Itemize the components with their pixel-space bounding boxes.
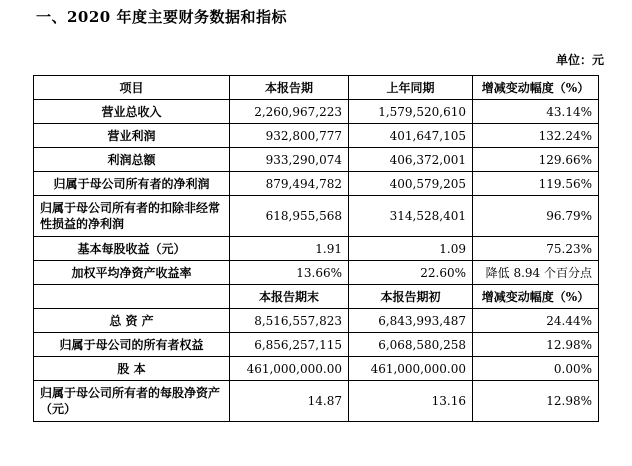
prior-value: 6,843,993,487 xyxy=(349,309,473,333)
row-label: 归属于母公司所有者的扣除非经常性损益的净利润 xyxy=(34,196,230,237)
change-value: 0.00% xyxy=(473,357,599,381)
change-value: 24.44% xyxy=(473,309,599,333)
row-label: 归属于母公司的所有者权益 xyxy=(34,333,230,357)
prior-value: 461,000,000.00 xyxy=(349,357,473,381)
unit-label: 单位：元 xyxy=(555,53,604,67)
header-cell-current-period: 本报告期 xyxy=(230,76,349,100)
current-value: 2,260,967,223 xyxy=(230,100,349,124)
header-cell-change: 增减变动幅度（%） xyxy=(473,76,599,100)
header-cell-prior-period: 上年同期 xyxy=(349,76,473,100)
row-label: 基本每股收益（元） xyxy=(34,237,230,261)
current-value: 14.87 xyxy=(230,381,349,422)
change-value: 降低 8.94 个百分点 xyxy=(473,261,599,285)
current-value: 6,856,257,115 xyxy=(230,333,349,357)
table-row xyxy=(34,309,599,333)
table-row xyxy=(34,357,599,381)
header-cell-item: 项目 xyxy=(34,76,230,100)
header-cell-period-end: 本报告期末 xyxy=(230,285,349,309)
row-label: 利润总额 xyxy=(34,148,230,172)
change-value: 96.79% xyxy=(473,196,599,237)
current-value: 618,955,568 xyxy=(230,196,349,237)
row-label: 营业利润 xyxy=(34,124,230,148)
row-label: 加权平均净资产收益率 xyxy=(34,261,230,285)
change-value: 75.23% xyxy=(473,237,599,261)
prior-value: 314,528,401 xyxy=(349,196,473,237)
prior-value: 1.09 xyxy=(349,237,473,261)
current-value: 932,800,777 xyxy=(230,124,349,148)
table-row xyxy=(34,333,599,357)
row-label: 归属于母公司所有者的每股净资产（元） xyxy=(34,381,230,422)
current-value: 13.66% xyxy=(230,261,349,285)
table-header-row xyxy=(34,76,599,100)
change-value: 132.24% xyxy=(473,124,599,148)
table-subheader-row xyxy=(34,285,599,309)
table-row xyxy=(34,237,599,261)
prior-value: 406,372,001 xyxy=(349,148,473,172)
row-label: 营业总收入 xyxy=(34,100,230,124)
table-row xyxy=(34,172,599,196)
current-value: 879,494,782 xyxy=(230,172,349,196)
current-value: 933,290,074 xyxy=(230,148,349,172)
change-value: 12.98% xyxy=(473,333,599,357)
current-value: 461,000,000.00 xyxy=(230,357,349,381)
prior-value: 400,579,205 xyxy=(349,172,473,196)
change-value: 43.14% xyxy=(473,100,599,124)
header-cell-change: 增减变动幅度（%） xyxy=(473,285,599,309)
header-cell-blank xyxy=(34,285,230,309)
table-row xyxy=(34,148,599,172)
row-label: 归属于母公司所有者的净利润 xyxy=(34,172,230,196)
financial-table xyxy=(33,75,599,422)
prior-value: 401,647,105 xyxy=(349,124,473,148)
prior-value: 22.60% xyxy=(349,261,473,285)
change-value: 119.56% xyxy=(473,172,599,196)
table-row xyxy=(34,261,599,285)
row-label: 总 资 产 xyxy=(34,309,230,333)
row-label: 股 本 xyxy=(34,357,230,381)
current-value: 8,516,557,823 xyxy=(230,309,349,333)
table-row xyxy=(34,381,599,422)
current-value: 1.91 xyxy=(230,237,349,261)
change-value: 129.66% xyxy=(473,148,599,172)
header-cell-period-start: 本报告期初 xyxy=(349,285,473,309)
table-row xyxy=(34,100,599,124)
prior-value: 1,579,520,610 xyxy=(349,100,473,124)
table-row xyxy=(34,124,599,148)
section-heading: 一、2020 年度主要财务数据和指标 xyxy=(36,8,287,26)
prior-value: 13.16 xyxy=(349,381,473,422)
table-row xyxy=(34,196,599,237)
prior-value: 6,068,580,258 xyxy=(349,333,473,357)
change-value: 12.98% xyxy=(473,381,599,422)
